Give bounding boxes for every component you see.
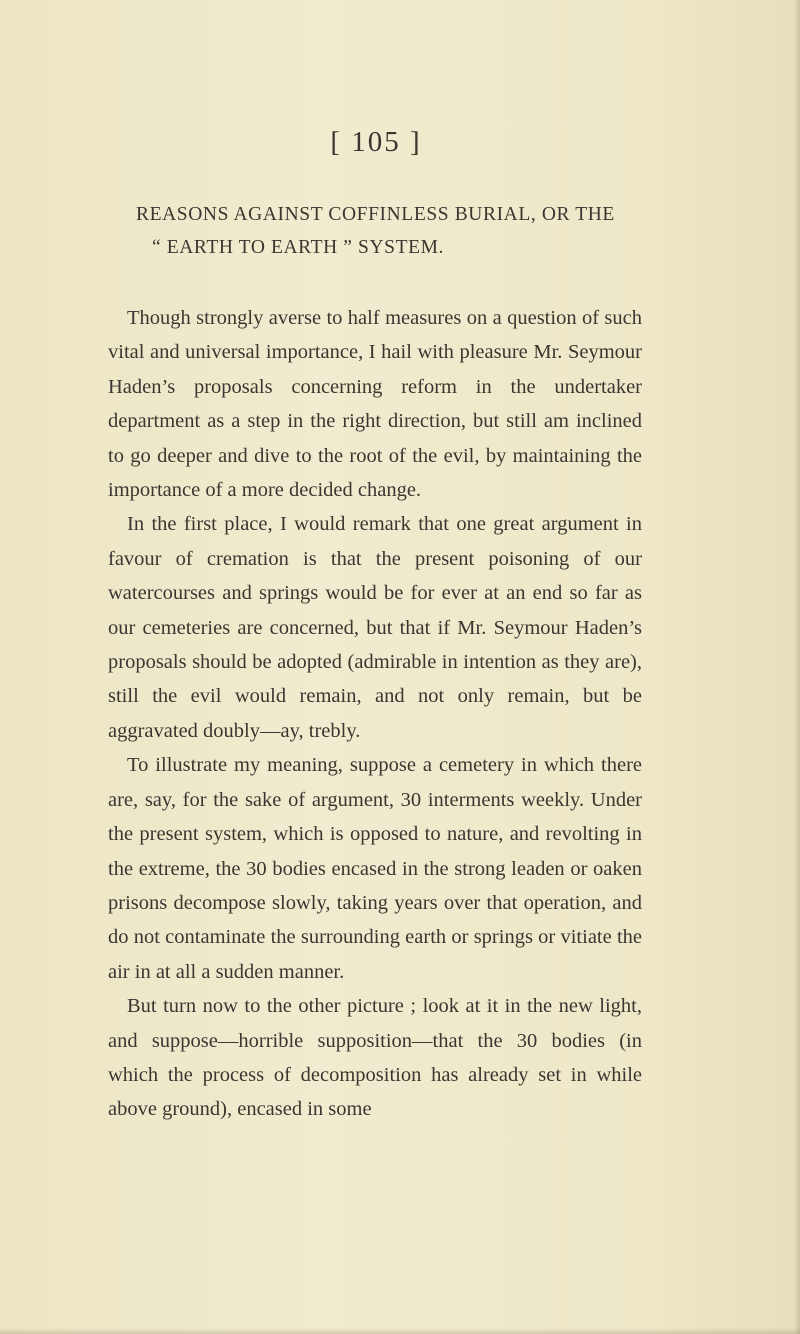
page-number: [ 105 ] (330, 126, 422, 158)
paragraph: But turn now to the other picture ; look at it in the new light, and suppose—horrible supposition—that the 30 bodies (in which the process of decomposition has already set in while above ground), encased in some (108, 995, 642, 1121)
paragraph: To illustrate my meaning, suppose a cemetery in which there are, say, for the sake of argument, 30 interments weekly. Under the present system, which is opposed to nature, and revolting in the extreme, the 30 bodies encased in the strong leaden or oaken prisons decompose slowly, taking years over that operation, and do not contaminate the surrounding earth or springs or vitiate the air in at all a sudden manner. (108, 754, 642, 983)
chapter-heading (136, 198, 696, 264)
paragraph: In the first place, I would remark that one great argument in favour of cremation is that the present poisoning of our watercourses and springs would be for ever at an end so far as our cemeteries are concerned, but that if Mr. Seymour Haden’s proposals should be adopted (admirable in intention as they are), still the evil would remain, and not only remain, but be aggravated doubly—ay, trebly. (108, 513, 642, 742)
chapter-heading-line-1: REASONS AGAINST COFFINLESS BURIAL, OR THE (136, 204, 615, 225)
paragraph: Though strongly averse to half measures on a question of such vital and universal importance, I hail with pleasure Mr. Seymour Haden’s proposals concerning reform in the undertaker department as a step in the right direction, but still am inclined to go deeper and dive to the root of the evil, by maintaining the importance of a more decided change. (108, 307, 642, 502)
chapter-heading-line-2: “ EARTH TO EARTH ” SYSTEM. (152, 237, 445, 258)
page-edge-shadow (794, 0, 800, 1334)
body-text (108, 301, 642, 1127)
page-bottom-edge (0, 1328, 800, 1334)
